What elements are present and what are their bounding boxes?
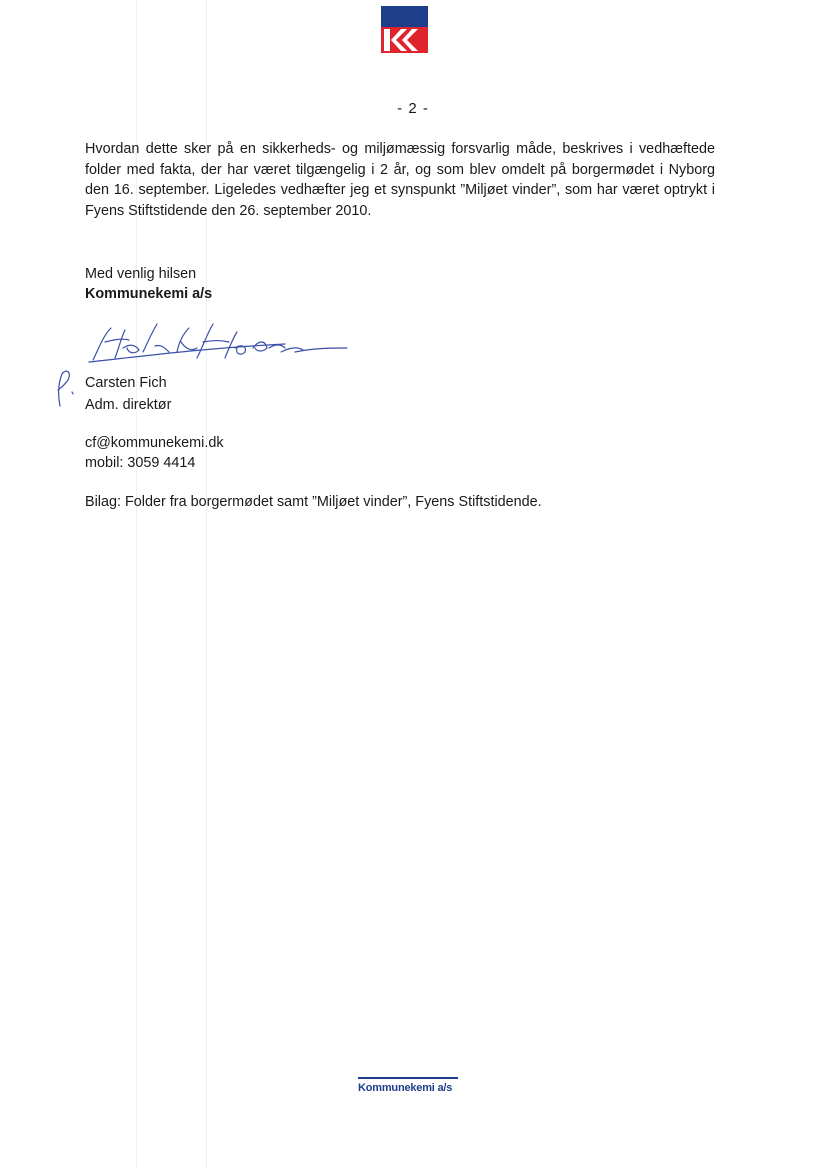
mobile-number: mobil: 3059 4414	[85, 455, 196, 471]
kommunekemi-logo	[381, 6, 428, 53]
company-name: Kommunekemi a/s	[85, 286, 213, 302]
footer-divider	[358, 1077, 458, 1079]
page-number: - 2 -	[397, 100, 429, 117]
body-paragraph: Hvordan dette sker på en sikkerheds- og miljømæssig forsvarlig måde, beskrives i vedhæftede folder med fakta, der har været tilgængelig i 2 år, og som blev omdelt på borgermødet i Nyborg den 16. september. Ligeledes vedhæfter jeg et synspunkt ”Miljøet vinder”, som har været optrykt i Fyens Stiftstidende den 26. september 2010.	[85, 141, 715, 219]
attachment-note: Bilag: Folder fra borgermødet samt ”Miljøet vinder”, Fyens Stiftstidende.	[85, 494, 542, 510]
signer-title: Adm. direktør	[85, 397, 172, 413]
closing-greeting: Med venlig hilsen	[85, 266, 197, 282]
footer-brand: Kommunekemi a/s	[358, 1082, 453, 1094]
email-address: cf@kommunekemi.dk	[85, 435, 224, 451]
pp-signature-mark	[50, 368, 80, 408]
signer-name: Carsten Fich	[85, 375, 167, 391]
handwritten-signature	[85, 318, 350, 366]
